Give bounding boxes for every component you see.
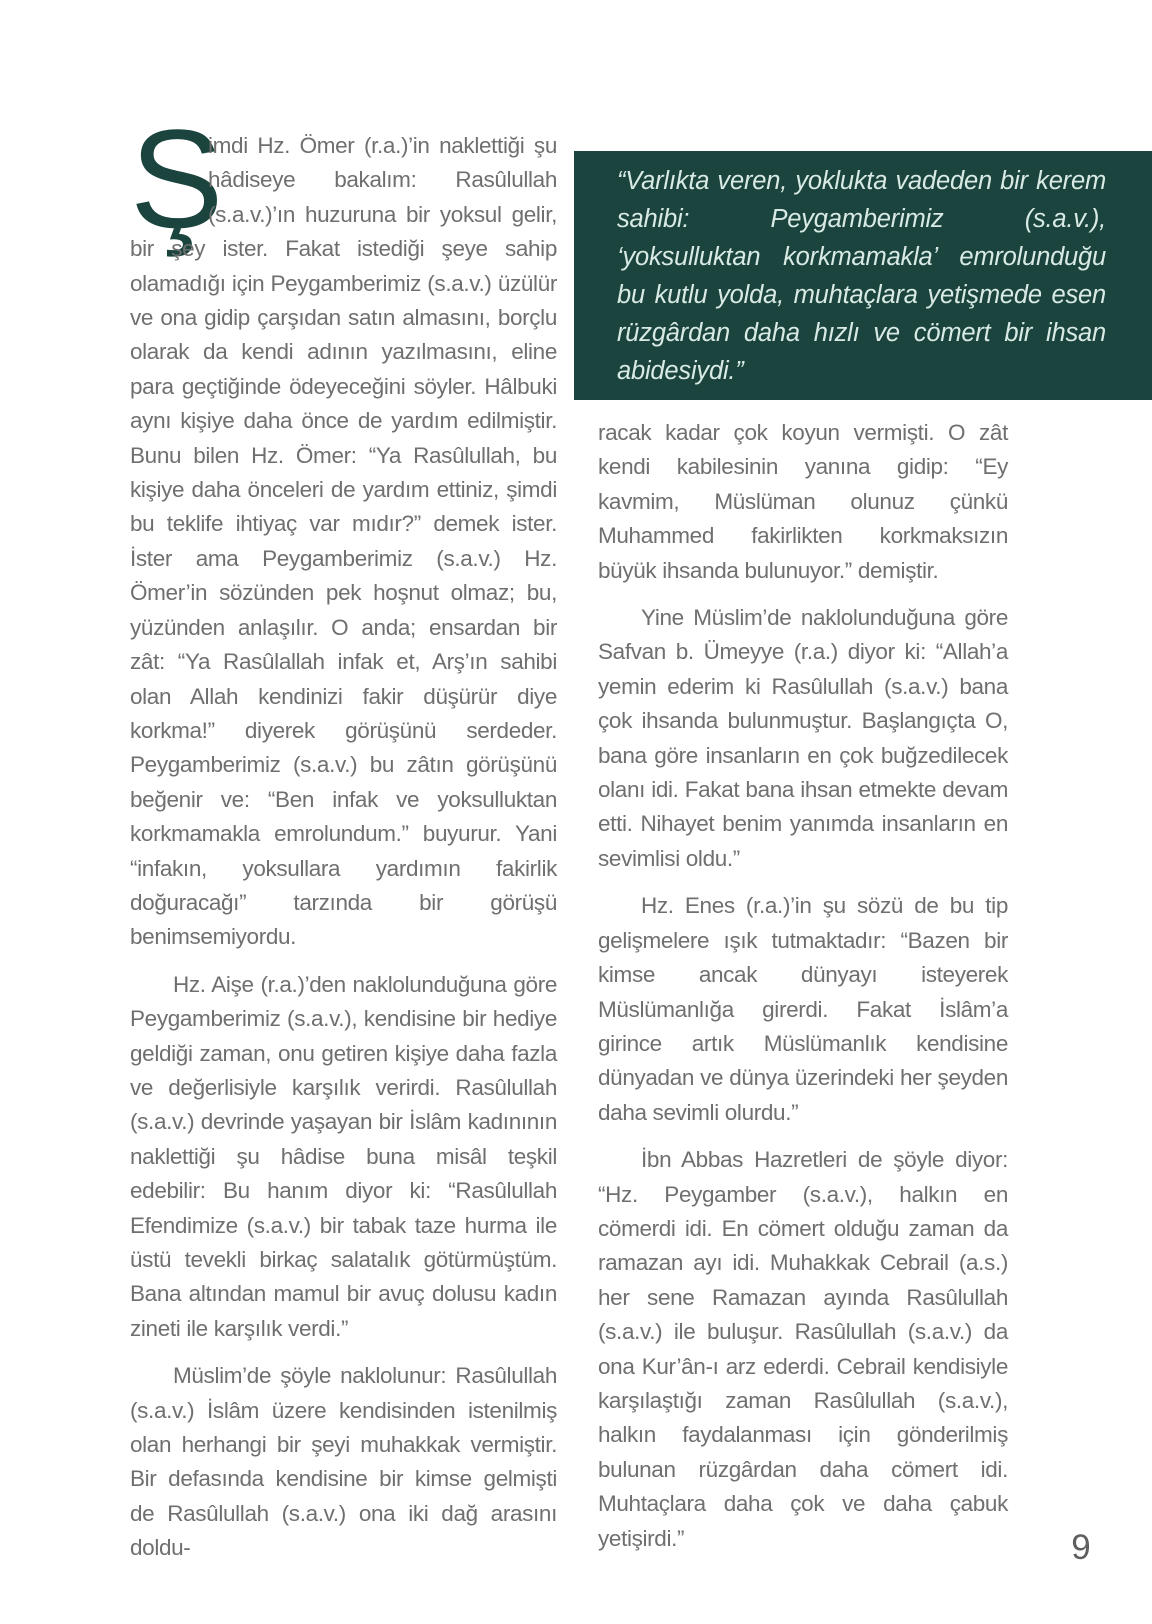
paragraph: Hz. Enes (r.a.)’in şu sözü de bu tip gelişmelere ışık tutmaktadır: “Bazen bir kimse ancak dünyayı isteyerek Müslümanlığa girerdi. Fakat İslâm’a girince artık Müslümanlık kendisine dünyadan ve dünya üzerindeki her şeyden daha sevimli olurdu.” bbox=[598, 893, 1008, 1125]
paragraph-continuation: racak kadar çok koyun vermişti. O zât kendi kabilesinin yanına gidip: “Ey kavmim, Müslüman olunuz çünkü Muhammed fakirlikten korkmaksızın büyük ihsanda bulunuyor.” demiştir. bbox=[598, 420, 1008, 583]
paragraph-opening-text: imdi Hz. Ömer (r.a.)’in naklettiği şu hâdiseye bakalım: Rasûlullah (s.a.v.)’ın huzuruna bir yoksul gelir, bir şey ister. Fakat istediği şeye sahip olamadığı için Peygamberimiz (s.a.v.) üzülür ve ona gidip çarşıdan satın almasını, borçlu olarak da kendi adının yazılmasını, eline para geçtiğinde ödeyeceğini söyler. Hâlbuki aynı kişiye daha önce de yardım edilmiştir. Bunu bilen Hz. Ömer: “Ya Rasûlullah, bu kişiye daha önceleri de yardım ettiniz, şimdi bu teklife ihtiyaç var mıdır?” demek ister. İster ama Peygamberimiz (s.a.v.) Hz. Ömer’in sözünden pek hoşnut olmaz; bu, yüzünden anlaşılır. O anda; ensardan bir zât: “Ya Rasûlallah infak et, Arş’ın sahibi olan Allah kendinizi fakir düşürür diye korkma!” diyerek görüşünü serdeder. Peygamberimiz (s.a.v.) bu zâtın görüşünü beğenir ve: “Ben infak ve yoksulluktan korkmamakla emrolundum.” buyurur. Yani “infakın, yoksullara yardımın fakirlik doğuracağı” tarzında bir görüşü benimsemiyordu. bbox=[130, 133, 557, 950]
paragraph: Yine Müslim’de naklolunduğuna göre Safvan b. Ümeyye (r.a.) diyor ki: “Allah’a yemin ederim ki Rasûlullah (s.a.v.) bana çok ihsanda bulunmuştur. Başlangıçta O, bana göre insanların en çok buğzedilecek olanı idi. Fakat bana ihsan etmekte devam etti. Nihayet benim yanımda insanların en sevimlisi oldu.” bbox=[598, 605, 1008, 871]
page-number: 9 bbox=[1071, 1528, 1091, 1567]
paragraph: Müslim’de şöyle naklolunur: Rasûlullah (s.a.v.) İslâm üzere kendisinden istenilmiş olan herhangi bir şeyi muhakkak vermiştir. Bir defasında kendisine bir kimse gelmişti de Rasûlullah (s.a.v.) ona iki dağ arasını doldu- bbox=[130, 1363, 557, 1561]
drop-cap: Ş bbox=[130, 100, 224, 257]
paragraph: İbn Abbas Hazretleri de şöyle diyor: “Hz. Peygamber (s.a.v.), halkın en cömerdi idi. En cömert olduğu zaman da ramazan ayı idi. Muhakkak Cebrail (a.s.) her sene Ramazan ayında Rasûlullah (s.a.v.) ile buluşur. Rasûlullah (s.a.v.) da ona Kur’ân-ı arz ederdi. Cebrail kendisiyle karşılaştığı zaman Rasûlullah (s.a.v.), halkın faydalanması için gönderilmiş bulunan rüzgârdan daha cömert idi. Muhtaçlara daha çok ve daha çabuk yetişirdi.” bbox=[598, 1147, 1008, 1551]
pull-quote bbox=[574, 151, 1152, 400]
right-column bbox=[598, 416, 1008, 1569]
paragraph: Hz. Aişe (r.a.)’den naklolunduğuna göre Peygamberimiz (s.a.v.), kendisine bir hediye geldiği zaman, onu getiren kişiye daha fazla ve değerlisiyle karşılık verirdi. Rasûlullah (s.a.v.) devrinde yaşayan bir İslâm kadınının naklettiği şu hâdise buna misâl teşkil edebilir: Bu hanım diyor ki: “Rasûlullah Efendimize (s.a.v.) bir tabak taze hurma ile üstü tevekli birkaç salatalık götürmüştüm. Bana altından mamul bir avuç dolusu kadın zineti ile karşılık verdi.” bbox=[130, 971, 557, 1341]
pull-quote-text: “Varlıkta veren, yoklukta vadeden bir kerem sahibi: Peygamberimiz (s.a.v.), ‘yoksulluktan korkmamakla’ emrolunduğu bu kutlu yolda, muhtaçlara yetişmede esen rüzgârdan daha hızlı ve cömert bir ihsan abidesiydi.” bbox=[617, 166, 1106, 385]
paragraph-opening bbox=[130, 100, 557, 955]
left-column bbox=[130, 100, 557, 1579]
